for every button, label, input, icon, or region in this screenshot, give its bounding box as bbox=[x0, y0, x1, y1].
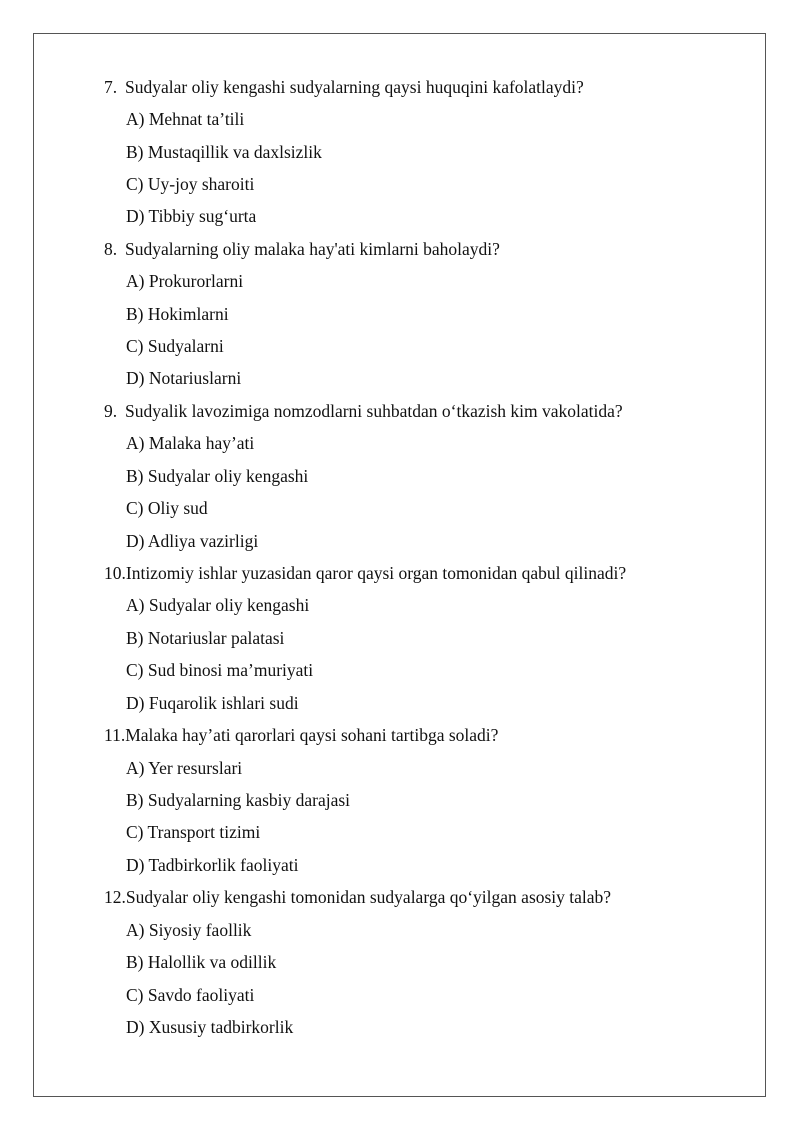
question-text: Sudyalar oliy kengashi tomonidan sudyalarga qo‘yilgan asosiy talab? bbox=[125, 887, 612, 907]
question-text: Sudyalik lavozimiga nomzodlarni suhbatdan o‘tkazish kim vakolatida? bbox=[125, 401, 623, 421]
option-c: C) Savdo faoliyati bbox=[126, 985, 255, 1005]
question-11 bbox=[104, 724, 498, 746]
question-12 bbox=[104, 886, 611, 908]
question-number: 12. bbox=[104, 887, 126, 907]
option-d: D) Tadbirkorlik faoliyati bbox=[126, 855, 299, 875]
option-c: C) Sud binosi ma’muriyati bbox=[126, 660, 314, 680]
question-9 bbox=[104, 400, 623, 422]
option-d: D) Notariuslarni bbox=[126, 368, 242, 388]
question-10 bbox=[104, 562, 626, 584]
question-text: Sudyalarning oliy malaka hay'ati kimlarni baholaydi? bbox=[125, 239, 500, 259]
question-7 bbox=[104, 76, 584, 98]
option-a: A) Sudyalar oliy kengashi bbox=[126, 595, 310, 615]
option-a: A) Yer resurslari bbox=[126, 758, 243, 778]
option-b: B) Sudyalar oliy kengashi bbox=[126, 466, 309, 486]
question-number: 10. bbox=[104, 563, 126, 583]
option-a: A) Malaka hay’ati bbox=[126, 433, 255, 453]
option-a: A) Prokurorlarni bbox=[126, 271, 244, 291]
option-a: A) Siyosiy faollik bbox=[126, 920, 252, 940]
option-b: B) Hokimlarni bbox=[126, 304, 229, 324]
option-b: B) Notariuslar palatasi bbox=[126, 628, 285, 648]
question-number: 11. bbox=[104, 725, 126, 745]
option-c: C) Oliy sud bbox=[126, 498, 208, 518]
option-d: D) Adliya vazirligi bbox=[126, 531, 259, 551]
option-b: B) Mustaqillik va daxlsizlik bbox=[126, 142, 322, 162]
question-8 bbox=[104, 238, 500, 260]
option-d: D) Xususiy tadbirkorlik bbox=[126, 1017, 294, 1037]
question-text: Malaka hay’ati qarorlari qaysi sohani tartibga soladi? bbox=[125, 725, 499, 745]
question-number: 7. bbox=[104, 77, 118, 97]
question-text: Intizomiy ishlar yuzasidan qaror qaysi organ tomonidan qabul qilinadi? bbox=[125, 563, 627, 583]
option-b: B) Halollik va odillik bbox=[126, 952, 277, 972]
question-number: 9. bbox=[104, 401, 118, 421]
question-text: Sudyalar oliy kengashi sudyalarning qaysi huquqini kafolatlaydi? bbox=[125, 77, 584, 97]
option-c: C) Sudyalarni bbox=[126, 336, 224, 356]
option-c: C) Uy-joy sharoiti bbox=[126, 174, 255, 194]
option-a: A) Mehnat ta’tili bbox=[126, 109, 245, 129]
option-b: B) Sudyalarning kasbiy darajasi bbox=[126, 790, 351, 810]
option-d: D) Fuqarolik ishlari sudi bbox=[126, 693, 299, 713]
option-d: D) Tibbiy sug‘urta bbox=[126, 206, 257, 226]
option-c: C) Transport tizimi bbox=[126, 822, 261, 842]
question-number: 8. bbox=[104, 239, 118, 259]
